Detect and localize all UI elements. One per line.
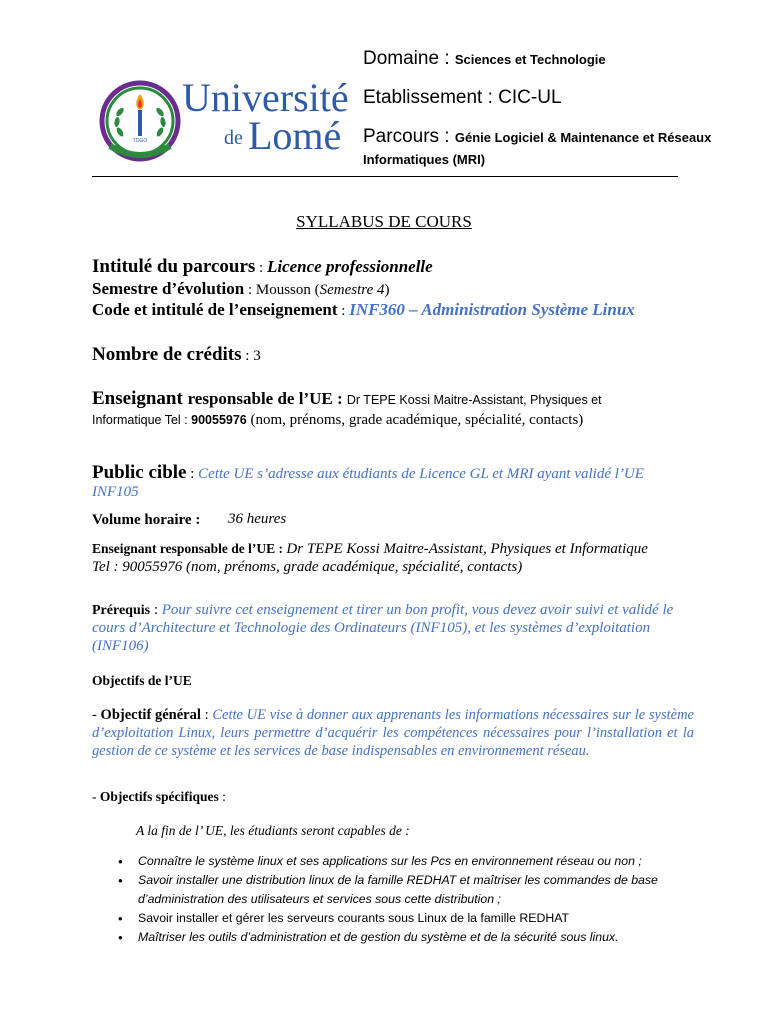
- enseignant2-value-1: Dr TEPE Kossi Maitre-Assistant, Physiques et Informatique: [286, 541, 648, 557]
- enseignant-label-a: Enseignant: [92, 388, 188, 409]
- objectifs-specifiques: [92, 789, 226, 805]
- objectif-general: [92, 706, 694, 760]
- public-value-1: Cette UE s’adresse aux étudiants de Licence GL et MRI ayant validé l’UE: [198, 466, 644, 482]
- volume-row: [92, 511, 200, 529]
- semestre-label: Semestre d’évolution: [92, 279, 245, 298]
- logo-lome-text: Lomé: [248, 113, 342, 158]
- enseignant-row-2: [92, 411, 583, 429]
- volume-label: Volume horaire :: [92, 512, 201, 528]
- prerequis-value-3: (INF106): [92, 638, 149, 654]
- header-divider: [92, 176, 678, 177]
- prerequis-value-1: Pour suivre cet enseignement et tirer un bon profit, vous devez avoir suivi et validé le: [161, 602, 674, 618]
- prerequis-row-1: [92, 601, 673, 619]
- public-label: Public cible: [92, 462, 187, 483]
- prerequis-sep: :: [150, 602, 162, 618]
- code-label: Code et intitulé de l’enseignement: [92, 300, 338, 319]
- code-row: [92, 300, 635, 320]
- credits-value: 3: [253, 348, 261, 364]
- objectif-general-text: Cette UE vise à donner aux apprenants les informations nécessaires sur le système d’exploitation Linux, leurs permettre d’acquérir les compétences nécessaires pour l’installation et la gestion de ce système et les services de base indispensables en environnement réseau.: [92, 707, 694, 759]
- intitule-sep: :: [255, 260, 267, 276]
- enseignant-row-1: [92, 388, 602, 410]
- objectif-general-sep: :: [200, 707, 213, 723]
- enseignant-note: (nom, prénoms, grade académique, spécialité, contacts): [246, 412, 584, 428]
- enseignant2-row-1: [92, 540, 648, 558]
- objectifs-specifiques-sep: :: [218, 789, 226, 804]
- list-item: • Maîtriser les outils d’administration et de gestion du système et de la sécurité sous linux.: [118, 928, 708, 947]
- logo-de-text: de: [224, 127, 243, 149]
- semestre-sep: : Mousson (: [244, 282, 320, 298]
- parcours-value-2: Informatiques (MRI): [363, 152, 486, 167]
- semestre-close: ): [384, 282, 390, 298]
- enseignant2-label: Enseignant responsable de l’UE :: [92, 541, 287, 556]
- objectif-general-prefix: -: [92, 707, 101, 723]
- university-logo: [96, 72, 356, 172]
- parcours-label: Parcours :: [363, 126, 455, 147]
- code-sep: :: [337, 303, 350, 319]
- objectifs-specifiques-prefix: -: [92, 789, 100, 804]
- objectifs-list: [118, 852, 708, 947]
- credits-label: Nombre de crédits: [92, 344, 242, 365]
- enseignant-value-1: Dr TEPE Kossi Maitre-Assistant, Physiques et: [346, 393, 602, 407]
- domaine-label: Domaine :: [363, 48, 455, 69]
- parcours-value-1: Génie Logiciel & Maintenance et Réseaux: [454, 130, 712, 145]
- intitule-value: Licence professionnelle: [266, 257, 433, 276]
- code-value: INF360 – Administration Système Linux: [349, 300, 635, 319]
- prerequis-value-2: cours d’Architecture et Technologie des Ordinateurs (INF105), et les systèmes d’exploitation: [92, 620, 651, 636]
- list-item: • Connaître le système linux et ses applications sur les Pcs en environnement réseau ou non ;: [118, 852, 708, 871]
- intro-specifiques: A la fin de l’ UE, les étudiants seront capables de :: [136, 823, 410, 838]
- list-item: • Savoir installer une distribution linux de la famille REDHAT et maîtriser les commandes de base d’administration des utilisateurs et services sous cette distribution ;: [118, 871, 708, 909]
- public-value-2: INF105: [92, 484, 139, 500]
- objectifs-title: Objectifs de l’UE: [92, 673, 192, 688]
- enseignant2-value-2: Tel : 90055976 (nom, prénoms, grade académique, spécialité, contacts): [92, 559, 523, 575]
- enseignant-value-2: Informatique Tel :: [92, 413, 192, 427]
- public-sep: :: [186, 466, 199, 482]
- credits-row: [92, 344, 261, 366]
- enseignant-phone: 90055976: [191, 413, 247, 427]
- intitule-row: [92, 256, 433, 278]
- header-etablissement: Etablissement : CIC-UL: [363, 87, 562, 108]
- enseignant-label-b: responsable de l’UE :: [187, 389, 347, 408]
- semestre-value: Semestre 4: [319, 282, 385, 298]
- credits-sep: :: [241, 348, 254, 364]
- objectif-general-label: Objectif général: [100, 707, 201, 723]
- semestre-row: [92, 279, 389, 299]
- intitule-label: Intitulé du parcours: [92, 256, 256, 277]
- header-parcours: [363, 126, 711, 148]
- volume-value: 36 heures: [228, 511, 287, 527]
- prerequis-label: Prérequis: [92, 603, 151, 618]
- logo-university-text: Université: [182, 75, 349, 120]
- objectifs-specifiques-label: Objectifs spécifiques: [99, 789, 219, 804]
- seal-text: TOGO: [132, 138, 148, 144]
- domaine-value: Sciences et Technologie: [454, 52, 606, 67]
- page-title: SYLLABUS DE COURS: [296, 212, 472, 231]
- list-item: • Savoir installer et gérer les serveurs courants sous Linux de la famille REDHAT: [118, 909, 708, 928]
- public-row: [92, 462, 644, 484]
- header-domaine: [363, 48, 606, 70]
